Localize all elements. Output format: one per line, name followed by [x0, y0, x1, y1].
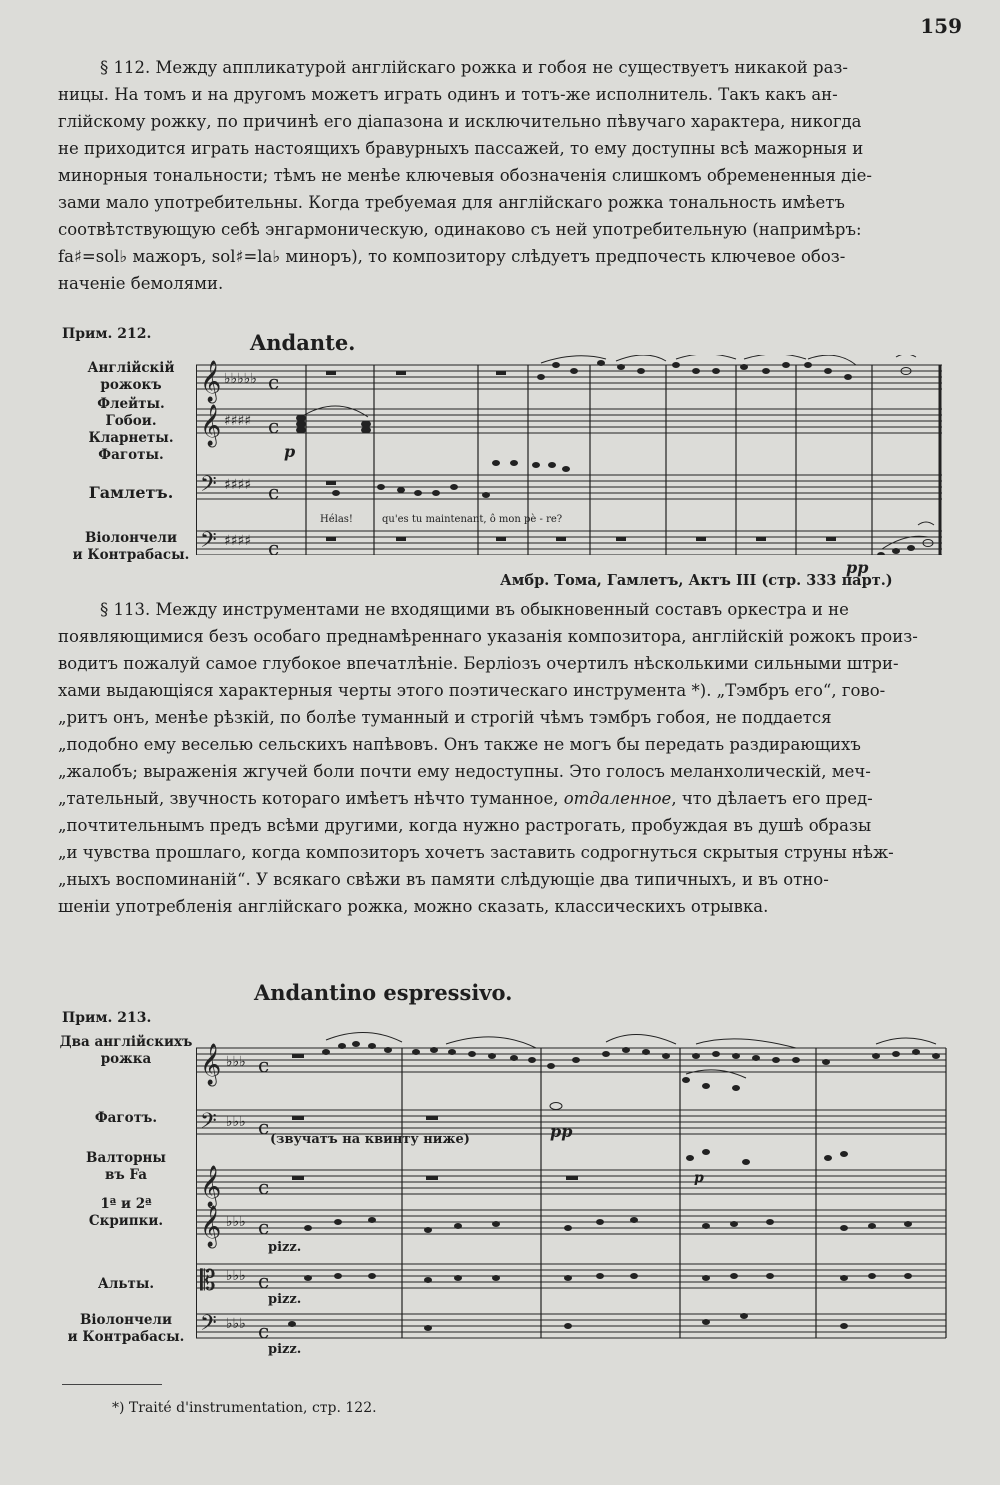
- svg-text:c: c: [268, 480, 280, 504]
- svg-text:c: c: [258, 1319, 270, 1343]
- svg-text:c: c: [258, 1175, 270, 1199]
- pizz-marking: pizz.: [268, 1240, 302, 1255]
- svg-text:c: c: [258, 1269, 270, 1293]
- treble-clef-icon: 𝄞: [200, 1044, 222, 1085]
- para113-line: появляющимися безъ особаго преднамѣреннаго указанія композитора, англійскій рожокъ произ-: [58, 627, 918, 646]
- svg-text:c: c: [258, 1215, 270, 1239]
- instrument-label: Альты.: [97, 1276, 155, 1292]
- key-sharps-icon: ♯♯♯♯: [224, 533, 252, 549]
- key-flats-icon: ♭♭♭: [226, 1114, 246, 1130]
- svg-text:c: c: [268, 414, 280, 438]
- key-flats-icon: ♭♭♭: [226, 1316, 246, 1332]
- para113-text: , что дѣлаетъ его пред-: [671, 789, 873, 808]
- instrument-label: Віолончели и Контрабасы.: [67, 1312, 185, 1345]
- dynamic-marking: pp: [846, 558, 869, 577]
- para112-line: ницы. На томъ и на другомъ можетъ играть одинъ и тотъ-же исполнитель. Такъ какъ ан-: [58, 85, 838, 104]
- para113-line: хами выдающіяся характерныя черты этого поэтическаго инструмента *). „Тэмбръ его“, гово-: [58, 681, 886, 700]
- para113-line: „и чувства прошлаго, когда композиторъ хочетъ заставить содрогнуться скрытыя струны нѣж-: [58, 843, 894, 862]
- example-label: Прим. 212.: [62, 326, 152, 342]
- treble-clef-icon: 𝄞: [200, 1206, 222, 1247]
- footnote-divider: [62, 1384, 162, 1385]
- instrument-label: Віолончели и Контрабасы.: [72, 530, 190, 563]
- paragraph-113: [58, 596, 942, 920]
- instrument-label: Валторны въ Fa: [86, 1150, 166, 1183]
- treble-clef-icon: 𝄞: [200, 361, 222, 402]
- para113-line: „подобно ему веселью сельскихъ напѣвовъ. Онъ также не могъ бы передать раздирающихъ: [58, 735, 861, 754]
- instrument-label: Флейты. Гобои. Кларнеты. Фаготы.: [88, 396, 174, 463]
- para112-line: зами мало употребительны. Когда требуемая для англійскаго рожка тональность имѣетъ: [58, 193, 845, 212]
- para112-line: не приходится играть настоящихъ бравурныхъ пассажей, то ему доступны всѣ мажорныя и: [58, 139, 864, 158]
- para113-line: „ритъ онъ, менѣе рѣзкій, по болѣе туманный и строгій чѣмъ тэмбръ гобоя, не поддается: [58, 708, 832, 727]
- instrument-label: Гамлетъ.: [88, 483, 174, 502]
- dynamic-marking: pp: [550, 1122, 573, 1141]
- para113-line: „ныхъ воспоминаній“. У всякаго свѣжи въ памяти слѣдующіе два типичныхъ, и въ отно-: [58, 870, 829, 889]
- paragraph-112: [58, 54, 942, 297]
- para112-line: наченіе бемолями.: [58, 274, 224, 293]
- dynamic-marking: p: [284, 442, 296, 461]
- example-caption: Амбр. Тома, Гамлетъ, Актъ III (стр. 333 парт.): [500, 572, 893, 589]
- bass-clef-icon: 𝄢: [200, 1109, 217, 1139]
- pizz-marking: pizz.: [268, 1292, 302, 1307]
- para113-text: „тательный, звучность котораго имѣетъ нѣчто туманное,: [58, 789, 564, 808]
- para112-line: соотвѣтствующую себѣ энгармоническую, одинаково съ ней употребительную (напримѣръ:: [58, 220, 862, 239]
- para112-line: минорныя тональности; тѣмъ не менѣе ключевыя обозначенія слишкомъ обремененныя діе-: [58, 166, 872, 185]
- instrument-label: Фаготъ.: [94, 1110, 158, 1126]
- example-label: Прим. 213.: [62, 1010, 152, 1026]
- page-number: 159: [920, 14, 962, 38]
- bass-clef-icon: 𝄢: [200, 1311, 217, 1341]
- svg-text:c: c: [258, 1115, 270, 1139]
- para112-line: fa♯=sol♭ мажоръ, sol♯=la♭ миноръ), то композитору слѣдуетъ предпочесть ключевое обоз-: [58, 247, 846, 266]
- footnote: *) Traité d'instrumentation, стр. 122.: [112, 1400, 377, 1416]
- bass-clef-icon: 𝄢: [200, 528, 217, 555]
- para112-line: § 112. Между аппликатурой англійскаго рожка и гобоя не существуетъ никакой раз-: [100, 58, 848, 77]
- instrument-label: Англійскій рожокъ: [87, 360, 175, 393]
- bass-clef-icon: 𝄢: [200, 472, 217, 502]
- svg-text:c: c: [268, 370, 280, 394]
- lyric: Hélas!: [320, 514, 353, 525]
- para113-line: § 113. Между инструментами не входящими въ обыкновенный составъ оркестра и не: [100, 600, 849, 619]
- para113-line: „жалобъ; выраженія жгучей боли почти ему недоступны. Это голосъ меланхолическій, меч-: [58, 762, 871, 781]
- alto-clef-icon: 𝄡: [200, 1264, 216, 1297]
- key-flats-icon: ♭♭♭: [226, 1054, 246, 1070]
- para113-line: шеніи употребленія англійскаго рожка, можно сказать, классическихъ отрывка.: [58, 897, 769, 916]
- treble-clef-icon: 𝄞: [200, 405, 222, 446]
- treble-clef-icon: 𝄞: [200, 1166, 222, 1207]
- dynamic-marking: p: [694, 1170, 704, 1186]
- emphasis-text: отдаленное: [563, 789, 672, 808]
- key-flats-icon: ♭♭♭: [226, 1268, 246, 1284]
- key-sharps-icon: ♯♯♯♯: [224, 477, 252, 493]
- instrument-label: Два англійскихъ рожка: [59, 1034, 193, 1067]
- horn-transposition-note: (звучатъ на квинту ниже): [270, 1132, 470, 1147]
- instrument-label: 1ª и 2ª Скрипки.: [88, 1196, 164, 1229]
- score-212: [196, 355, 948, 555]
- key-flats-icon: ♭♭♭♭♭: [224, 371, 258, 387]
- tempo-marking: Andantino espressivo.: [254, 980, 513, 1005]
- svg-text:c: c: [268, 536, 280, 555]
- key-sharps-icon: ♯♯♯♯: [224, 413, 252, 429]
- pizz-marking: pizz.: [268, 1342, 302, 1357]
- para113-line: водитъ пожалуй самое глубокое впечатлѣніе. Берліозъ очертилъ нѣсколькими сильными штри-: [58, 654, 899, 673]
- lyric: qu'es tu maintenant, ô mon pè - re?: [382, 514, 563, 525]
- para113-line: „почтительнымъ предъ всѣми другими, когда нужно растрогать, пробуждая въ душѣ образы: [58, 816, 872, 835]
- para112-line: глійскому рожку, по причинѣ его діапазона и исключительно пѣвучаго характера, никогда: [58, 112, 862, 131]
- para113-line: [58, 785, 942, 812]
- svg-text:c: c: [258, 1053, 270, 1077]
- tempo-marking: Andante.: [250, 330, 356, 355]
- key-flats-icon: ♭♭♭: [226, 1214, 246, 1230]
- score-213: [196, 1030, 952, 1350]
